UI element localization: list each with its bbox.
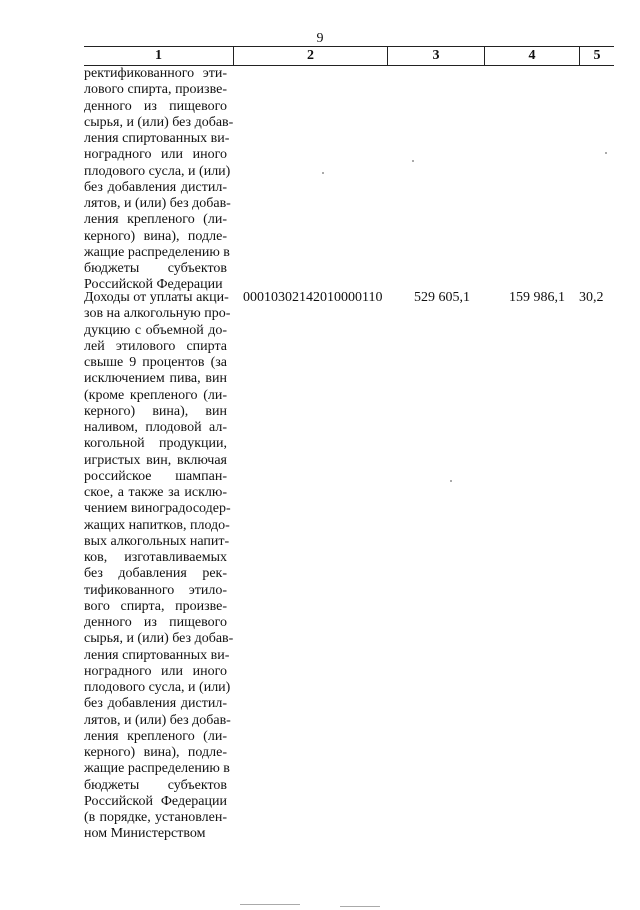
text-line: ков, изготавливаемых: [84, 550, 227, 565]
text-line: денного из пищевого: [84, 98, 227, 114]
header-col-3: 3: [387, 47, 484, 65]
text-line: чением виноградосодер-: [84, 501, 231, 517]
text-line: тификованного этило-: [84, 582, 227, 598]
table-header-row: [84, 46, 614, 66]
text-line: ления спиртованных ви-: [84, 647, 230, 663]
text-line: вых алкогольных напит-: [84, 533, 230, 549]
text-line: жащие распределению в: [84, 244, 230, 260]
scan-artifact: [450, 480, 452, 482]
text-line: когольной продукции,: [84, 436, 227, 452]
text-line: плодового сусла, и (или): [84, 680, 231, 695]
text-line: ления крепленого (ли-: [84, 212, 227, 228]
text-line: (кроме крепленого (ли-: [84, 387, 227, 403]
text-line: свыше 9 процентов (за: [84, 355, 227, 370]
text-line: бюджеты субъектов: [84, 261, 227, 276]
scan-artifact: [240, 904, 300, 905]
value-col-5: 30,2: [579, 290, 604, 305]
header-col-5: 5: [579, 47, 614, 65]
text-line: Российской Федерации: [84, 793, 227, 809]
text-line: лей этилового спирта: [84, 338, 227, 354]
text-line: без добавления дистил-: [84, 179, 227, 195]
text-line: ректификованного эти-: [84, 66, 227, 81]
scan-artifact: [340, 906, 380, 907]
text-line: денного из пищевого: [84, 615, 227, 630]
text-line: наливом, плодовой ал-: [84, 420, 227, 435]
text-line: керного) вина), подле-: [84, 228, 227, 244]
text-line: ления крепленого (ли-: [84, 728, 227, 744]
text-line: российское шампан-: [84, 468, 227, 484]
budget-classification-code: 00010302142010000110: [243, 290, 383, 305]
continued-description-text: [84, 66, 234, 294]
value-col-3: 529 605,1: [414, 290, 470, 305]
text-line: исключением пива, вин: [84, 371, 227, 387]
scan-artifact: [412, 160, 414, 162]
text-line: сырья, и (или) без добав-: [84, 114, 234, 130]
text-line: бюджеты субъектов: [84, 777, 227, 793]
text-line: зов на алкогольную про-: [84, 306, 231, 322]
text-line: лового спирта, произве-: [84, 82, 227, 98]
text-line: жащих напитков, плодо-: [84, 517, 230, 533]
header-col-2: 2: [233, 47, 387, 65]
text-line: жащие распределению в: [84, 761, 230, 777]
text-line: Российской Федерации: [84, 277, 223, 293]
text-line: керного) вина), вин: [84, 403, 227, 419]
text-line: без добавления рек-: [84, 566, 227, 582]
text-line: ское, а также за исклю-: [84, 485, 227, 500]
text-line: лятов, и (или) без добав-: [84, 712, 231, 728]
text-line: без добавления дистил-: [84, 696, 227, 712]
text-line: сырья, и (или) без добав-: [84, 631, 234, 647]
text-line: ления спиртованных ви-: [84, 131, 230, 146]
header-col-1: 1: [155, 48, 162, 63]
income-description-text: [84, 290, 234, 843]
page-number: 9: [316, 31, 324, 46]
scan-artifact: [605, 152, 607, 154]
header-col-4: 4: [484, 47, 579, 65]
text-line: вого спирта, произве-: [84, 598, 227, 614]
text-line: Доходы от уплаты акци-: [84, 290, 229, 305]
scan-artifact: [322, 172, 324, 174]
text-line: (в порядке, установлен-: [84, 810, 227, 825]
value-col-4: 159 986,1: [509, 290, 565, 305]
text-line: игристых вин, включая: [84, 452, 227, 468]
text-line: плодового сусла, и (или): [84, 163, 231, 179]
text-line: ноградного или иного: [84, 147, 227, 163]
text-line: керного) вина), подле-: [84, 745, 227, 760]
text-line: ном Министерством: [84, 826, 206, 842]
text-line: ноградного или иного: [84, 663, 227, 679]
table-row: [84, 290, 614, 308]
text-line: лятов, и (или) без добав-: [84, 196, 231, 211]
text-line: дукцию с объемной до-: [84, 322, 227, 338]
